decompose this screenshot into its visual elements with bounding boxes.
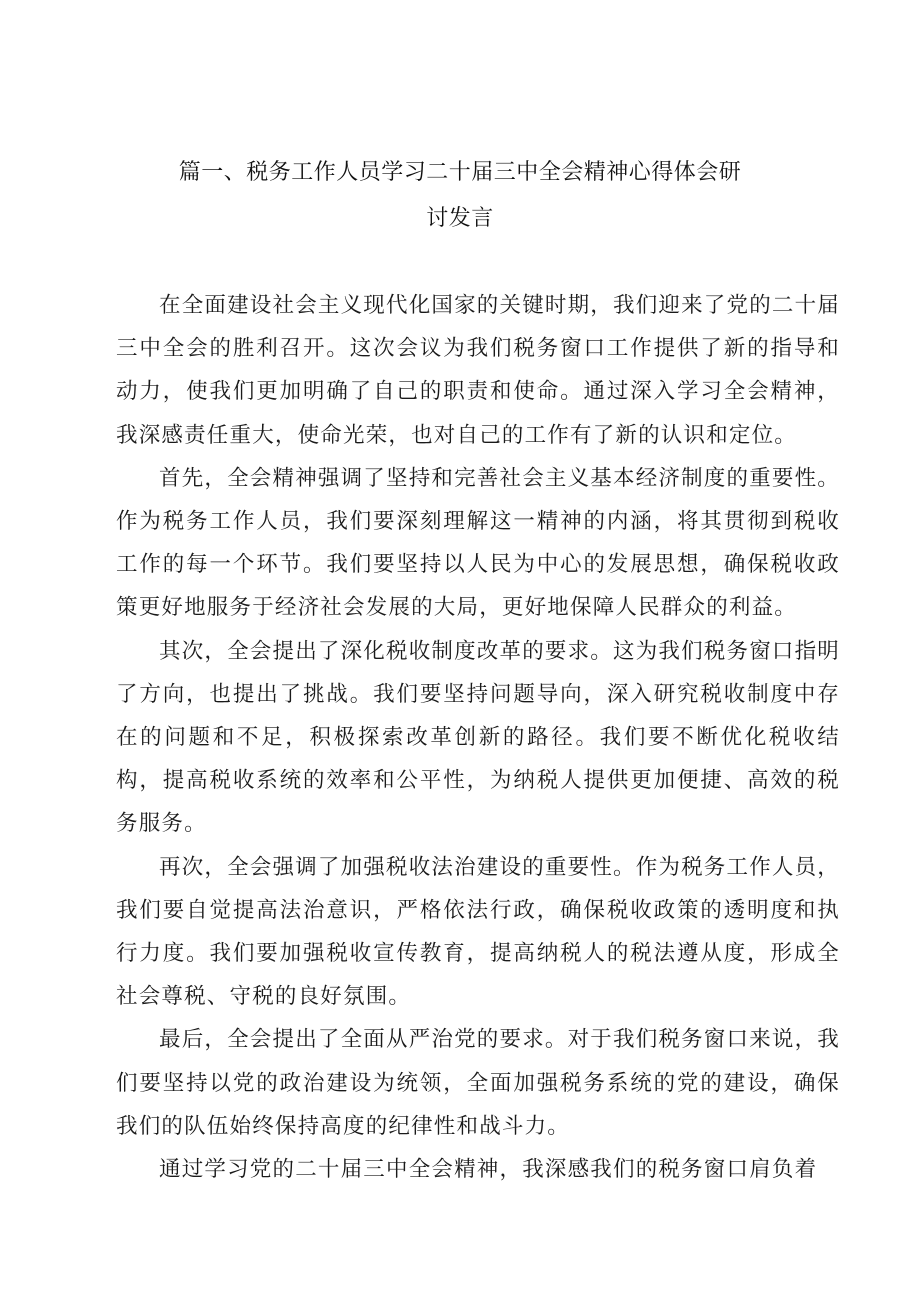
- paragraph-second-point: 其次，全会提出了深化税收制度改革的要求。这为我们税务窗口指明了方向，也提出了挑战。我们要坚持问题导向，深入研究税收制度中存在的问题和不足，积极探索改革创新的路径。我们要不断优化税收结构，提高税收系统的效率和公平性，为纳税人提供更加便捷、高效的税务服务。: [116, 638, 841, 837]
- document-title: [0, 150, 920, 242]
- paragraph-intro: 在全面建设社会主义现代化国家的关键时期，我们迎来了党的二十届三中全会的胜利召开。这次会议为我们税务窗口工作提供了新的指导和动力，使我们更加明确了自己的职责和使命。通过深入学习全会精神，我深感责任重大，使命光荣，也对自己的工作有了新的认识和定位。: [116, 293, 841, 448]
- document-body: [116, 284, 840, 1191]
- paragraph-third-point: 再次，全会强调了加强税收法治建设的重要性。作为税务工作人员，我们要自觉提高法治意识，严格依法行政，确保税收政策的透明度和执行力度。我们要加强税收宣传教育，提高纳税人的税法遵从度，形成全社会尊税、守税的良好氛围。: [116, 854, 841, 1010]
- paragraph-first-point: 首先，全会精神强调了坚持和完善社会主义基本经济制度的重要性。作为税务工作人员，我们要深刻理解这一精神的内涵，将其贯彻到税收工作的每一个环节。我们要坚持以人民为中心的发展思想，确保税收政策更好地服务于经济社会发展的大局，更好地保障人民群众的利益。: [116, 465, 841, 621]
- paragraph-conclusion: 通过学习党的二十届三中全会精神，我深感我们的税务窗口肩负着: [159, 1157, 818, 1183]
- paragraph-final-point: 最后，全会提出了全面从严治党的要求。对于我们税务窗口来说，我们要坚持以党的政治建设为统领，全面加强税务系统的党的建设，确保我们的队伍始终保持高度的纪律性和战斗力。: [116, 1027, 841, 1139]
- title-line-1: 篇一、税务工作人员学习二十届三中全会精神心得体会研: [178, 160, 742, 185]
- title-line-2: 讨发言: [426, 206, 494, 231]
